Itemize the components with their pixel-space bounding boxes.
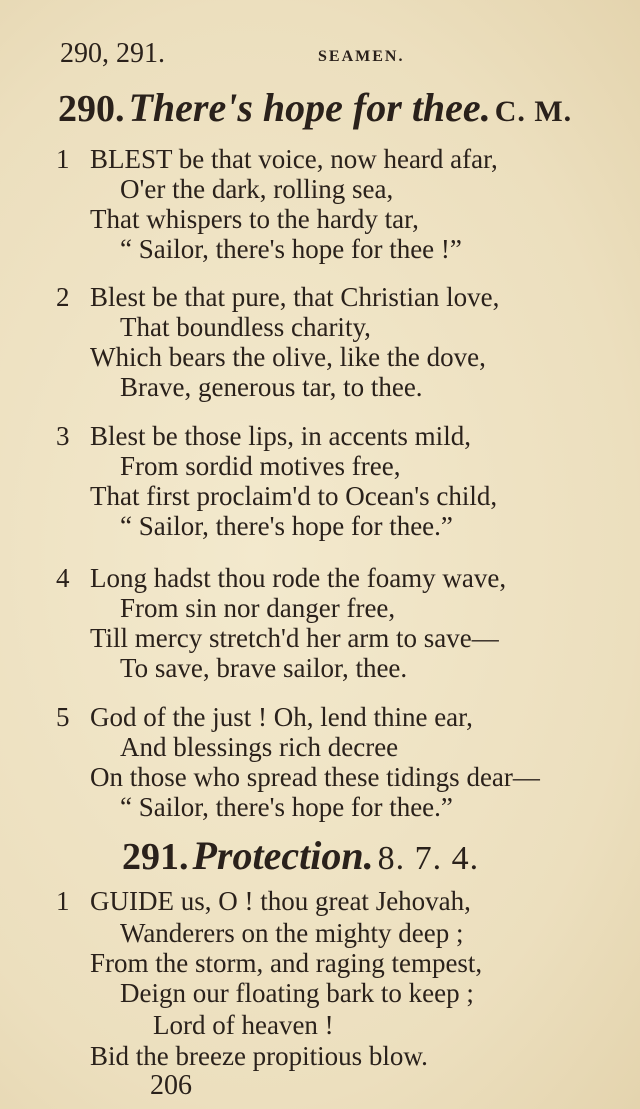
stanza-line: To save, brave sailor, thee. xyxy=(120,653,408,683)
stanza-number: 2 xyxy=(56,282,70,312)
hymn-291-number: 291. xyxy=(122,836,189,878)
stanza-line: That whispers to the hardy tar, xyxy=(90,204,419,234)
stanza-number: 5 xyxy=(56,702,70,732)
stanza-line: God of the just ! Oh, lend thine ear, xyxy=(90,702,473,732)
stanza-line: Till mercy stretch'd her arm to save— xyxy=(90,623,499,653)
stanza-line: Which bears the olive, like the dove, xyxy=(90,342,486,372)
section-title: SEAMEN. xyxy=(318,48,405,65)
stanza-number: 1 xyxy=(56,886,70,916)
hymn-290-heading xyxy=(58,84,572,131)
stanza-line: From the storm, and raging tempest, xyxy=(90,948,483,978)
stanza-line: BLEST be that voice, now heard afar, xyxy=(90,144,498,174)
stanza-line: Brave, generous tar, to thee. xyxy=(120,372,423,402)
stanza-line: “ Sailor, there's hope for thee.” xyxy=(120,511,453,541)
stanza-line: Deign our floating bark to keep ; xyxy=(120,978,474,1008)
stanza-line: That boundless charity, xyxy=(120,312,371,342)
stanza-number: 3 xyxy=(56,421,70,451)
stanza-line: Long hadst thou rode the foamy wave, xyxy=(90,563,507,593)
stanza-line: GUIDE us, O ! thou great Jehovah, xyxy=(90,886,471,916)
stanza-line: From sin nor danger free, xyxy=(120,593,396,623)
stanza-line: That first proclaim'd to Ocean's child, xyxy=(90,481,498,511)
hymn-291-title: Protection. xyxy=(192,833,374,878)
hymn-290-meter: C. M. xyxy=(494,95,573,128)
stanza-line: “ Sailor, there's hope for thee !” xyxy=(120,234,462,264)
hymn-291-meter: 8. 7. 4. xyxy=(377,840,480,877)
stanza-number: 4 xyxy=(56,563,70,593)
stanza-line: O'er the dark, rolling sea, xyxy=(120,174,394,204)
page-number: 206 xyxy=(150,1070,192,1101)
hymn-290-title: There's hope for thee. xyxy=(128,85,491,130)
stanza-line: From sordid motives free, xyxy=(120,451,401,481)
stanza-line: On those who spread these tidings dear— xyxy=(90,762,540,792)
hymn-291-heading xyxy=(122,832,479,879)
stanza-line: And blessings rich decree xyxy=(120,732,399,762)
running-head xyxy=(60,38,620,72)
hymn-290-number: 290. xyxy=(58,88,125,130)
stanza-line: Wanderers on the mighty deep ; xyxy=(120,918,464,948)
hymn-range: 290, 291. xyxy=(60,38,165,69)
stanza-line: Blest be that pure, that Christian love, xyxy=(90,282,500,312)
stanza-line: Lord of heaven ! xyxy=(153,1010,334,1040)
stanza-line: “ Sailor, there's hope for thee.” xyxy=(120,792,453,822)
stanza-number: 1 xyxy=(56,144,70,174)
stanza-line: Blest be those lips, in accents mild, xyxy=(90,421,471,451)
stanza-line: Bid the breeze propitious blow. xyxy=(90,1041,428,1071)
